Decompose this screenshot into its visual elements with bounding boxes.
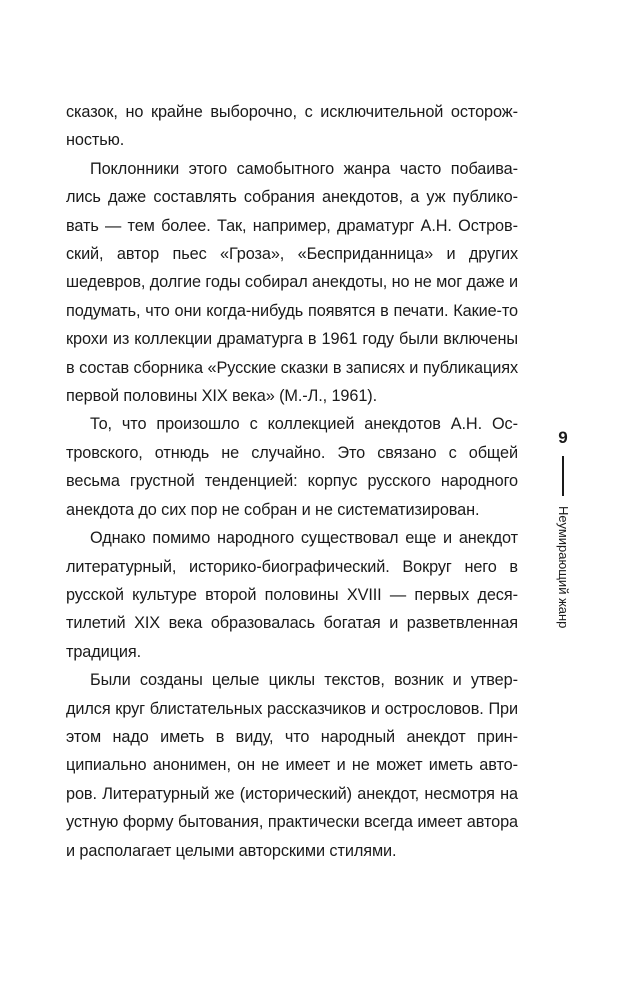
paragraph-continued: сказок, но крайне выборочно, с исключительной осторожностью. bbox=[66, 103, 518, 150]
paragraph-ostrovsky-collection: Поклонники этого самобытного жанра часто побаивались даже составлять собрания анекдотов, а уж публиковать — тем более. Так, например, драматург А.Н. Островский, автор пьес «Гроза», «Бесприданница» и других шедевров, долгие годы собирал анекдоты, но не мог даже и подумать, что они когда-нибудь появятся в печати. Какие-то крохи из коллекции драматурга в 1961 году были включены в состав сборника «Русские сказки в записях и публикациях первой половины XIX века» (М.-Л., 1961). bbox=[66, 159, 519, 406]
paragraph-literary-anecdote: Однако помимо народного существовал еще и анекдот литературный, историко-биографический. Вокруг него в русской культуре второй половины XVIII — первых десятилетий XIX века образовалась богатая и разветвленная традиция. bbox=[66, 529, 518, 661]
body-text bbox=[66, 98, 518, 865]
running-head-rule bbox=[562, 456, 564, 496]
running-head bbox=[548, 428, 578, 668]
paragraph-collection-fate: То, что произошло с коллекцией анекдотов А.Н. Островского, отнюдь не случайно. Это связано с общей весьма грустной тенденцией: корпус русского народного анекдота до сих пор не собран и не систематизирован. bbox=[66, 415, 518, 519]
page-number: 9 bbox=[558, 428, 568, 447]
section-title: Неумирающий жанр bbox=[556, 506, 571, 629]
paragraph-authorship: Были созданы целые циклы текстов, возник и утвердился круг блистательных рассказчиков и острословов. При этом надо иметь в виду, что народный анекдот принципиально анонимен, он не имеет и не может иметь авторов. Литературный же (исторический) анекдот, несмотря на устную форму бытования, практически всегда имеет автора и располагает целыми авторскими стилями. bbox=[66, 671, 518, 860]
